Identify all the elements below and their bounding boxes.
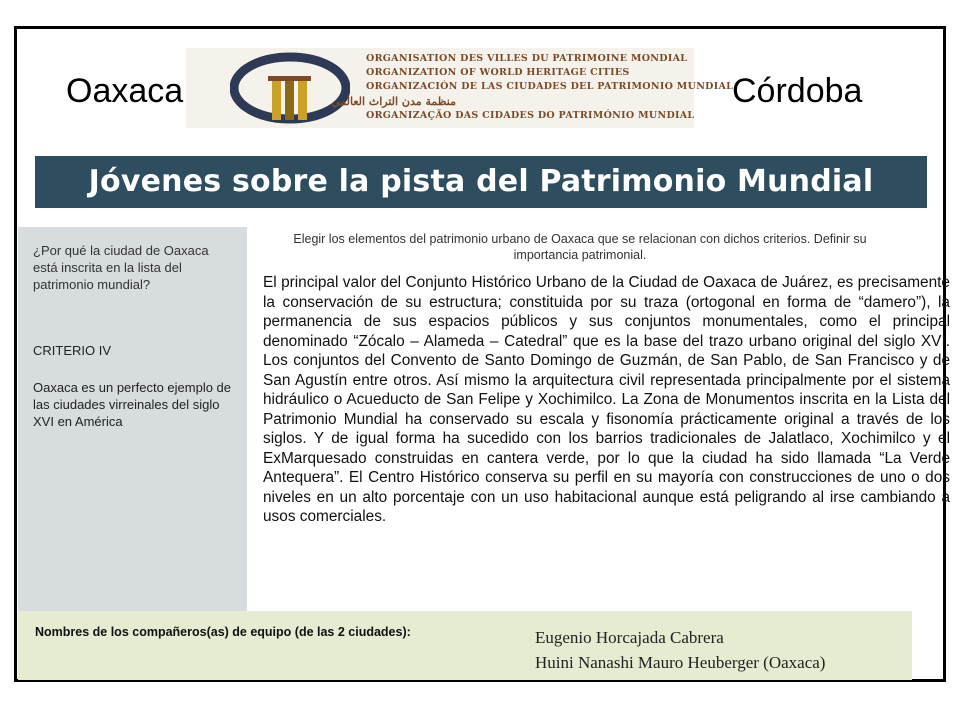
org-name-es: ORGANIZACIÓN DE LAS CIUDADES DEL PATRIMONIO MUNDIAL bbox=[366, 81, 734, 93]
owhc-logo-icon bbox=[230, 52, 350, 124]
org-name-en: ORGANIZATION OF WORLD HERITAGE CITIES bbox=[366, 67, 630, 79]
instructions-text: Elegir los elementos del patrimonio urbano de Oaxaca que se relacionan con dichos criterios. Definir su importancia patrimonial. bbox=[293, 232, 867, 262]
sidebar-question: ¿Por qué la ciudad de Oaxaca está inscrita en la lista del patrimonio mundial? bbox=[33, 243, 209, 292]
city-left-label: Oaxaca bbox=[66, 72, 184, 110]
team-name-2: Huini Nanashi Mauro Heuberger (Oaxaca) bbox=[535, 653, 826, 672]
sidebar-description: Oaxaca es un perfecto ejemplo de las ciudades virreinales del siglo XVI en América bbox=[33, 380, 232, 429]
org-names bbox=[331, 52, 734, 123]
title-banner: Jóvenes sobre la pista del Patrimonio Mundial bbox=[35, 156, 927, 208]
org-name-pt: ORGANIZAÇÃO DAS CIDADES DO PATRIMÓNIO MUNDIAL bbox=[366, 109, 695, 121]
sidebar-panel bbox=[18, 227, 247, 611]
org-name-fr: ORGANISATION DES VILLES DU PATRIMOINE MONDIAL bbox=[366, 53, 688, 64]
sidebar-criterio: CRITERIO IV bbox=[33, 343, 112, 358]
city-right-label: Córdoba bbox=[732, 72, 863, 110]
main-body-text: El principal valor del Conjunto Histórico Urbano de la Ciudad de Oaxaca de Juárez, es precisamente la conservación de su estructura; constituida por su traza (ortogonal en forma de “damero”), la permanencia de sus espacios públicos y sus conjuntos monumentales, como el principal denominado “Zócalo – Alameda – Catedral” que es la base del trazo urbano original del siglo XVI. Los conjuntos del Convento de Santo Domingo de Guzmán, de San Pablo, de San Francisco y de San Agustín entre otros. Así mismo la arquitectura civil representada principalmente por el sistema hidráulico o Acueducto de San Felipe y Xochimilco. La Zona de Monumentos inscrita en la Lista del Patrimonio Mundial ha conservado su escala y fisonomía prácticamente original a través de los siglos. Y de igual forma ha sucedido con los barrios tradicionales de Jalatlaco, Xochimilco y el ExMarquesado construidas en cantera verde, por lo que la ciudad ha sido llamada “La Verde Antequera”. El Centro Histórico conserva su perfil en su mayoría con construcciones de uno o dos niveles en un alto porcentaje con un uso habitacional aunque está peligrando al irse cambiando a usos comerciales. bbox=[263, 274, 950, 525]
team-names bbox=[535, 625, 825, 675]
footer-label: Nombres de los compañeros(as) de equipo (de las 2 ciudades): bbox=[35, 625, 411, 639]
owhc-logo bbox=[186, 48, 734, 128]
org-name-ar: منظمة مدن التراث العالمي bbox=[331, 94, 456, 108]
footer-panel bbox=[18, 611, 912, 680]
team-name-1: Eugenio Horcajada Cabrera bbox=[535, 628, 724, 647]
